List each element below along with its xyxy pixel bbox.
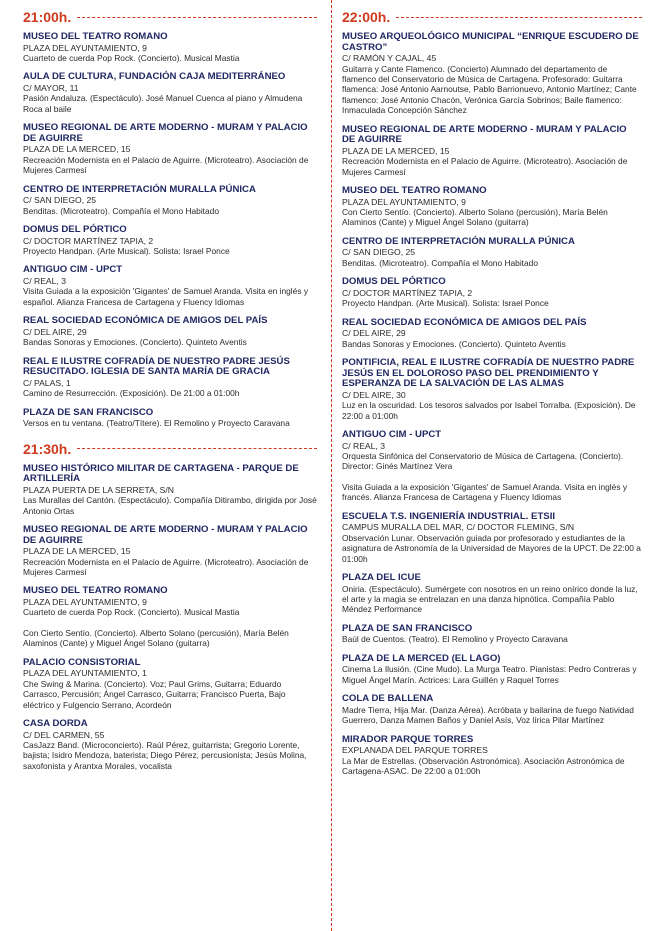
event-venue: CENTRO DE INTERPRETACIÓN MURALLA PÚNICA [23, 183, 256, 195]
event-description: Cinema La Ilusión. (Cine Mudo). La Murga Teatro. Pianistas: Pedro Contreras y Miguel Ángel Marín. Actrices: Lara Guillén y Raquel Torres [342, 664, 637, 685]
event-extra: Con Cierto Sentío. (Concierto). Alberto Solano (percusión), María Belén Alaminos (Cante) y Miguel Ángel Solano (guitarra) [23, 627, 289, 649]
event-venue: ANTIGUO CIM - UPCT [342, 429, 442, 441]
event-item [23, 357, 317, 399]
event-item [342, 318, 642, 349]
event-venue: MUSEO REGIONAL DE ARTE MODERNO - MURAM Y PALACIO DE AGUIRRE [23, 122, 308, 144]
event-item [23, 658, 317, 710]
event-description: Guitarra y Cante Flamenco. (Concierto) Alumnado del departamento de flamenco del Conservatorio de Música de Cartagena. Profesorado: Guitarra flamenca: José Antonio Aarnoutse, Pablo Barrionuevo, Antonio Martínez; Cante flamenco: José Antonio Chacón, Verónica García Sobrinos; Baile flamenco: Inmaculada Concepción Sánchez [342, 63, 637, 116]
event-venue: REAL SOCIEDAD ECONÓMICA DE AMIGOS DEL PAÍS [342, 316, 587, 328]
event-address: C/ MAYOR, 11 [23, 83, 79, 93]
event-description: Orquesta Sinfónica del Conservatorio de Música de Cartagena. (Concierto). Director: Ginés Martínez Vera [342, 451, 624, 472]
event-description: Pasión Andaluza. (Espectáculo). José Manuel Cuenca al piano y Almudena Roca al baile [23, 93, 303, 114]
event-item [342, 573, 642, 615]
event-venue: COLA DE BALLENA [342, 693, 434, 705]
event-venue: AULA DE CULTURA, FUNDACIÓN CAJA MEDITERRÁNEO [23, 71, 286, 83]
event-description: Observación Lunar. Observación guiada por profesorado y estudiantes de la asignatura de Astronomía de la Universidad de Mayores de la UPCT. De 22:00 a 01:00h [342, 532, 641, 564]
event-item [342, 512, 642, 564]
event-description: CasJazz Band. (Microconcierto). Raúl Pérez, guitarrista; Gregorio Lorente, bajista; Isidro Mendoza, baterista; Diego Pérez, percusionista; Jesús Molina, saxofonista y Arantxa Morales, vocalista [23, 739, 307, 771]
column-divider [331, 0, 332, 931]
event-venue: PLAZA DE SAN FRANCISCO [23, 406, 154, 418]
event-address: PLAZA DEL AYUNTAMIENTO, 1 [23, 668, 147, 679]
event-venue: MUSEO DEL TEATRO ROMANO [23, 585, 168, 597]
event-description: Proyecto Handpan. (Arte Musical). Solista: Israel Ponce [342, 298, 549, 309]
event-venue: PLAZA DE SAN FRANCISCO [342, 622, 473, 634]
event-venue: MUSEO REGIONAL DE ARTE MODERNO - MURAM Y PALACIO DE AGUIRRE [342, 123, 627, 146]
heading-rule [396, 17, 642, 18]
event-item [23, 72, 317, 114]
time-heading [342, 6, 642, 28]
event-venue: DOMUS DEL PÓRTICO [23, 224, 127, 236]
event-description: Madre Tierra, Hija Mar. (Danza Aérea). Acróbata y bailarina de fuego Natividad Guerrero, Danza Mamen Baños y Daniel Asís, Voz lírica Pilar Martínez [342, 704, 634, 726]
event-description: Recreación Modernista en el Palacio de Aguirre. (Microteatro). Asociación de Mujeres Carmesí [342, 156, 628, 177]
event-address: C/ DOCTOR MARTÍNEZ TAPIA, 2 [23, 235, 154, 246]
event-address: PLAZA DEL AYUNTAMIENTO, 9 [342, 196, 466, 207]
event-venue: MUSEO HISTÓRICO MILITAR DE CARTAGENA - PARQUE DE ARTILLERÍA [23, 462, 299, 485]
event-venue: PLAZA DE LA MERCED (EL LAGO) [342, 652, 501, 664]
event-item [342, 624, 642, 645]
event-venue: MIRADOR PARQUE TORRES [342, 733, 474, 745]
event-item [23, 185, 317, 216]
event-address: C/ REAL, 3 [342, 440, 385, 451]
event-item [23, 123, 317, 175]
event-item [23, 225, 317, 256]
event-address: CAMPUS MURALLA DEL MAR, C/ DOCTOR FLEMING, S/N [342, 522, 575, 533]
event-venue: MUSEO DEL TEATRO ROMANO [23, 31, 168, 42]
time-section [23, 6, 317, 429]
event-description: Baúl de Cuentos. (Teatro). El Remolino y Proyecto Caravana [342, 634, 568, 645]
event-venue: CASA DORDA [23, 717, 88, 729]
event-item [342, 237, 642, 268]
event-description: Camino de Resurrección. (Exposición). De 21:00 a 01:00h [23, 388, 240, 399]
time-label: 21:00h. [23, 9, 72, 25]
event-venue: MUSEO REGIONAL DE ARTE MODERNO - MURAM Y PALACIO DE AGUIRRE [23, 524, 308, 546]
event-item [23, 316, 317, 347]
event-venue: PONTIFICIA, REAL E ILUSTRE COFRADÍA DE NUESTRO PADRE JESÚS EN EL DOLOROSO PASO DEL PRENDIMIENTO Y ESPERANZA DE LA SALVACIÓN DE LAS ALMAS [342, 357, 635, 390]
event-venue: REAL E ILUSTRE COFRADÍA DE NUESTRO PADRE JESÚS RESUCITADO. IGLESIA DE SANTA MARÍA DE GRACIA [23, 355, 290, 378]
event-description: Che Swing & Marina. (Concierto). Voz; Paul Grims, Guitarra; Eduardo Carrasco, Percusión; Ángel Carrasco, Guitarra; Francisco Puerta, Bajo eléctrico y Fulgencio Serrano, Acordeón [23, 678, 286, 710]
event-address: C/ DOCTOR MARTÍNEZ TAPIA, 2 [342, 287, 473, 298]
event-item [342, 186, 642, 228]
event-item [342, 125, 642, 177]
event-description: La Mar de Estrellas. (Observación Astronómica). Asociación Astronómica de Cartagena-ASAC. De 22:00 a 01:00h [342, 755, 625, 776]
event-item [342, 694, 642, 725]
event-item [342, 735, 642, 777]
event-address: PLAZA DE LA MERCED, 15 [23, 144, 131, 155]
time-section [342, 6, 642, 776]
event-venue: ANTIGUO CIM - UPCT [23, 264, 123, 276]
event-description: Bandas Sonoras y Emociones. (Concierto). Quinteto Aventis [342, 338, 566, 349]
event-address: C/ DEL AIRE, 30 [342, 389, 406, 400]
event-description: Benditas. (Microteatro). Compañía el Mono Habitado [23, 205, 219, 216]
event-description: Recreación Modernista en el Palacio de Aguirre. (Microteatro). Asociación de Mujeres Carmesí [23, 154, 309, 176]
event-description: Luz en la oscuridad. Los tesoros salvados por Isabel Torralba. (Exposición). De 22:00 a 01:00h [342, 400, 636, 421]
event-item [342, 358, 642, 421]
event-description: Oniria. (Espectáculo). Sumérgete con nosotros en un reino onírico donde la luz, el arte y la magia se entrelazan en una danza hipnótica. Compañía Pablo Méndez Performance [342, 583, 638, 615]
event-venue: MUSEO ARQUEOLÓGICO MUNICIPAL “ENRIQUE ESCUDERO DE CASTRO” [342, 31, 639, 53]
event-item [23, 464, 317, 516]
event-item [23, 32, 317, 63]
event-item [23, 719, 317, 771]
event-address: C/ PALAS, 1 [23, 377, 71, 388]
event-description: Proyecto Handpan. (Arte Musical). Solista: Israel Ponce [23, 246, 230, 257]
time-heading [23, 6, 317, 28]
event-address: C/ DEL AIRE, 29 [23, 326, 87, 337]
event-address: PLAZA DE LA MERCED, 15 [23, 546, 131, 557]
event-item [342, 654, 642, 685]
event-address: PLAZA DEL AYUNTAMIENTO, 9 [23, 42, 147, 53]
column-right [342, 0, 642, 785]
event-address: C/ DEL CARMEN, 55 [23, 729, 105, 740]
event-extra: Visita Guiada a la exposición 'Gigantes' de Samuel Aranda. Visita en inglés y francés. Alianza Francesa de Cartagena y Fluency Idiomas [342, 481, 628, 503]
event-description: Con Cierto Sentío. (Concierto). Alberto Solano (percusión), María Belén Alaminos (Cante) y Miguel Ángel Solano (guitarra) [342, 207, 608, 228]
event-address: EXPLANADA DEL PARQUE TORRES [342, 745, 488, 756]
event-description: Cuarteto de cuerda Pop Rock. (Concierto). Musical Mastia [23, 53, 240, 63]
event-item [23, 525, 317, 577]
event-venue: CENTRO DE INTERPRETACIÓN MURALLA PÚNICA [342, 235, 575, 247]
event-description: Cuarteto de cuerda Pop Rock. (Concierto). Musical Mastia [23, 607, 240, 618]
event-venue: PALACIO CONSISTORIAL [23, 656, 141, 668]
event-venue: MUSEO DEL TEATRO ROMANO [342, 185, 487, 197]
event-address: PLAZA DE LA MERCED, 15 [342, 145, 450, 156]
event-venue: PLAZA DEL ICUE [342, 571, 421, 583]
event-item [342, 32, 642, 116]
time-label: 21:30h. [23, 440, 72, 457]
event-address: C/ REAL, 3 [23, 276, 66, 287]
event-description: Las Murallas del Cantón. (Espectáculo). Compañía Ditirambo, dirigida por José Antonio Ortas [23, 495, 317, 516]
event-description: Visita Guiada a la exposición 'Gigantes' de Samuel Aranda. Visita en inglés y español. Alianza Francesa de Cartagena y Fluency Idiomas [23, 286, 309, 307]
event-address: C/ SAN DIEGO, 25 [23, 195, 97, 206]
event-item [23, 265, 317, 307]
event-venue: DOMUS DEL PÓRTICO [342, 276, 446, 288]
time-label: 22:00h. [342, 9, 391, 25]
event-description: Recreación Modernista en el Palacio de Aguirre. (Microteatro). Asociación de Mujeres Carmesí [23, 556, 309, 578]
time-section [23, 438, 317, 771]
event-description: Benditas. (Microteatro). Compañía el Mono Habitado [342, 257, 538, 268]
event-description: Bandas Sonoras y Emociones. (Concierto). Quinteto Aventis [23, 337, 247, 348]
event-address: PLAZA PUERTA DE LA SERRETA, S/N [23, 484, 174, 495]
heading-rule [77, 17, 317, 18]
heading-rule [77, 448, 317, 449]
event-item [342, 277, 642, 308]
event-item [23, 586, 317, 648]
event-venue: ESCUELA T.S. INGENIERÍA INDUSTRIAL. ETSII [342, 510, 556, 522]
event-address: C/ DEL AIRE, 29 [342, 328, 406, 339]
event-item [23, 408, 317, 429]
column-left [23, 0, 317, 780]
event-venue: REAL SOCIEDAD ECONÓMICA DE AMIGOS DEL PAÍS [23, 315, 268, 327]
event-address: C/ RAMÓN Y CAJAL, 45 [342, 53, 437, 64]
event-address: C/ SAN DIEGO, 25 [342, 247, 416, 258]
event-item [342, 430, 642, 503]
event-address: PLAZA DEL AYUNTAMIENTO, 9 [23, 597, 147, 608]
event-description: Versos en tu ventana. (Teatro/Títere). El Remolino y Proyecto Caravana [23, 418, 290, 429]
time-heading [23, 438, 317, 460]
